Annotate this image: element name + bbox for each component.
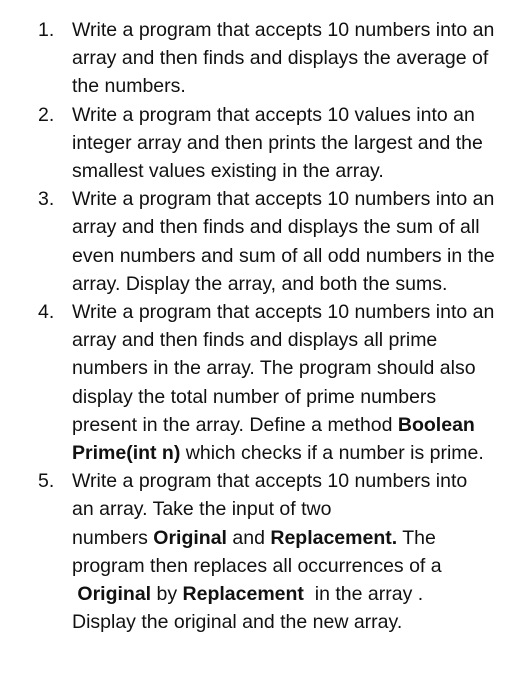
question-text: Write a program that accepts 10 numbers into an array and then finds and displays the sum of all even numbers and sum of all odd numbers in the array. Display the array, and both the sums. (72, 188, 495, 295)
keyword-original: Original (153, 526, 227, 549)
question-line: program then replaces all occurrences of a (72, 554, 442, 577)
question-text-part: numbers (72, 526, 154, 549)
question-number: 3. (38, 188, 55, 211)
question-number: 2. (38, 103, 55, 126)
question-text: Write a program that accepts 10 numbers into an array and then finds and displays the average of the numbers. (72, 19, 495, 98)
question-text: Write a program that accepts 10 values into an integer array and then prints the largest and the smallest values existing in the array. (72, 103, 483, 183)
question-item-4 (0, 298, 530, 467)
question-text-part: Write a program that accepts 10 numbers into an array and then finds and displays all prime numbers in the array. The program should also display the total number of prime numbers present in the array. Define a method (72, 301, 495, 436)
question-text (72, 298, 506, 467)
question-text (72, 467, 506, 636)
question-text-part: in the array . (303, 583, 424, 606)
question-item-3 (0, 185, 530, 298)
question-list (0, 16, 530, 636)
question-line (72, 580, 506, 608)
question-line: Display the original and the new array. (72, 611, 403, 634)
question-item-1 (0, 16, 530, 101)
question-text-part: by (151, 583, 183, 606)
question-line: Write a program that accepts 10 numbers into (72, 470, 468, 493)
keyword-replacement: Replacement. (270, 526, 398, 549)
method-signature: Boolean Prime(int n) (72, 413, 475, 465)
question-number: 5. (38, 470, 55, 493)
question-text-part: and (226, 526, 271, 549)
question-item-5 (0, 467, 530, 636)
question-line (72, 524, 506, 552)
question-number: 1. (38, 19, 55, 41)
question-item-2 (0, 101, 530, 186)
keyword-original: Original (77, 583, 152, 606)
question-text-part: which checks if a number is prime. (180, 442, 484, 465)
keyword-replacement: Replacement (182, 583, 304, 606)
question-text-part: The (397, 526, 436, 549)
question-number: 4. (38, 301, 55, 324)
question-line: an array. Take the input of two (72, 498, 332, 521)
